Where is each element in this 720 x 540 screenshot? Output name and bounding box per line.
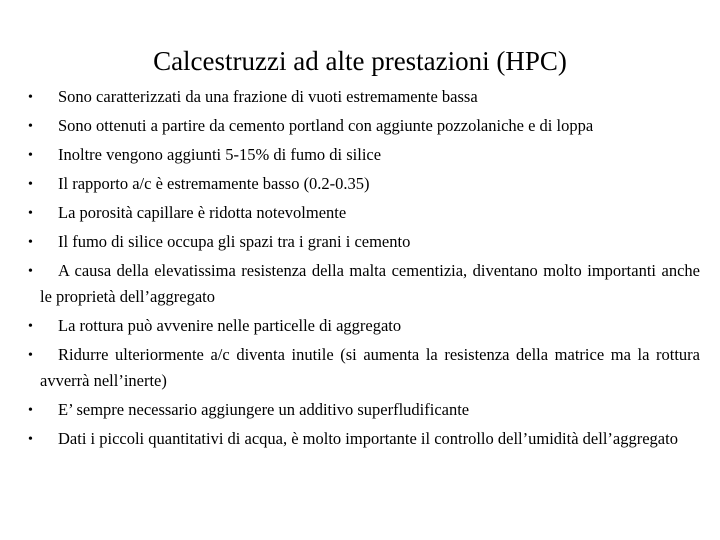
bullet-dot-icon: •: [28, 148, 33, 163]
bullet-dot-icon: •: [28, 90, 33, 105]
bullet-dot-icon: •: [28, 319, 33, 334]
bullet-dot-icon: •: [28, 206, 33, 221]
bullet-item: [28, 426, 700, 452]
bullet-dot-icon: •: [28, 235, 33, 250]
bullet-text: La rottura può avvenire nelle particelle di aggregato: [58, 316, 402, 335]
bullet-dot-icon: •: [28, 348, 33, 363]
bullet-text: Sono caratterizzati da una frazione di vuoti estremamente bassa: [58, 87, 478, 106]
bullet-list: [28, 84, 700, 452]
bullet-text: Dati i piccoli quantitativi di acqua, è molto importante il controllo dell’umidità dell’aggregato: [58, 429, 678, 448]
bullet-text: E’ sempre necessario aggiungere un additivo superfludificante: [58, 400, 470, 419]
bullet-item: [28, 342, 700, 394]
slide-title: Calcestruzzi ad alte prestazioni (HPC): [153, 46, 567, 76]
bullet-text: Inoltre vengono aggiunti 5-15% di fumo di silice: [58, 145, 382, 164]
bullet-dot-icon: •: [28, 264, 33, 279]
bullet-item: [28, 313, 700, 339]
bullet-text: Ridurre ulteriormente a/c diventa inutile (si aumenta la resistenza della matrice ma la rottura avverrà nell’inerte): [40, 345, 700, 390]
bullet-item: [28, 113, 700, 139]
bullet-item: [28, 200, 700, 226]
bullet-item: [28, 142, 700, 168]
bullet-item: [28, 258, 700, 310]
bullet-item: [28, 229, 700, 255]
bullet-text: La porosità capillare è ridotta notevolmente: [58, 203, 347, 222]
bullet-text: Il fumo di silice occupa gli spazi tra i grani i cemento: [58, 232, 411, 251]
bullet-dot-icon: •: [28, 119, 33, 134]
bullet-dot-icon: •: [28, 403, 33, 418]
bullet-item: [28, 397, 700, 423]
bullet-text: A causa della elevatissima resistenza della malta cementizia, diventano molto importanti anche le proprietà dell’aggregato: [40, 261, 700, 306]
bullet-item: [28, 84, 700, 110]
bullet-dot-icon: •: [28, 432, 33, 447]
bullet-text: Sono ottenuti a partire da cemento portland con aggiunte pozzolaniche e di loppa: [58, 116, 594, 135]
bullet-dot-icon: •: [28, 177, 33, 192]
bullet-item: [28, 171, 700, 197]
bullet-text: Il rapporto a/c è estremamente basso (0.2-0.35): [58, 174, 370, 193]
